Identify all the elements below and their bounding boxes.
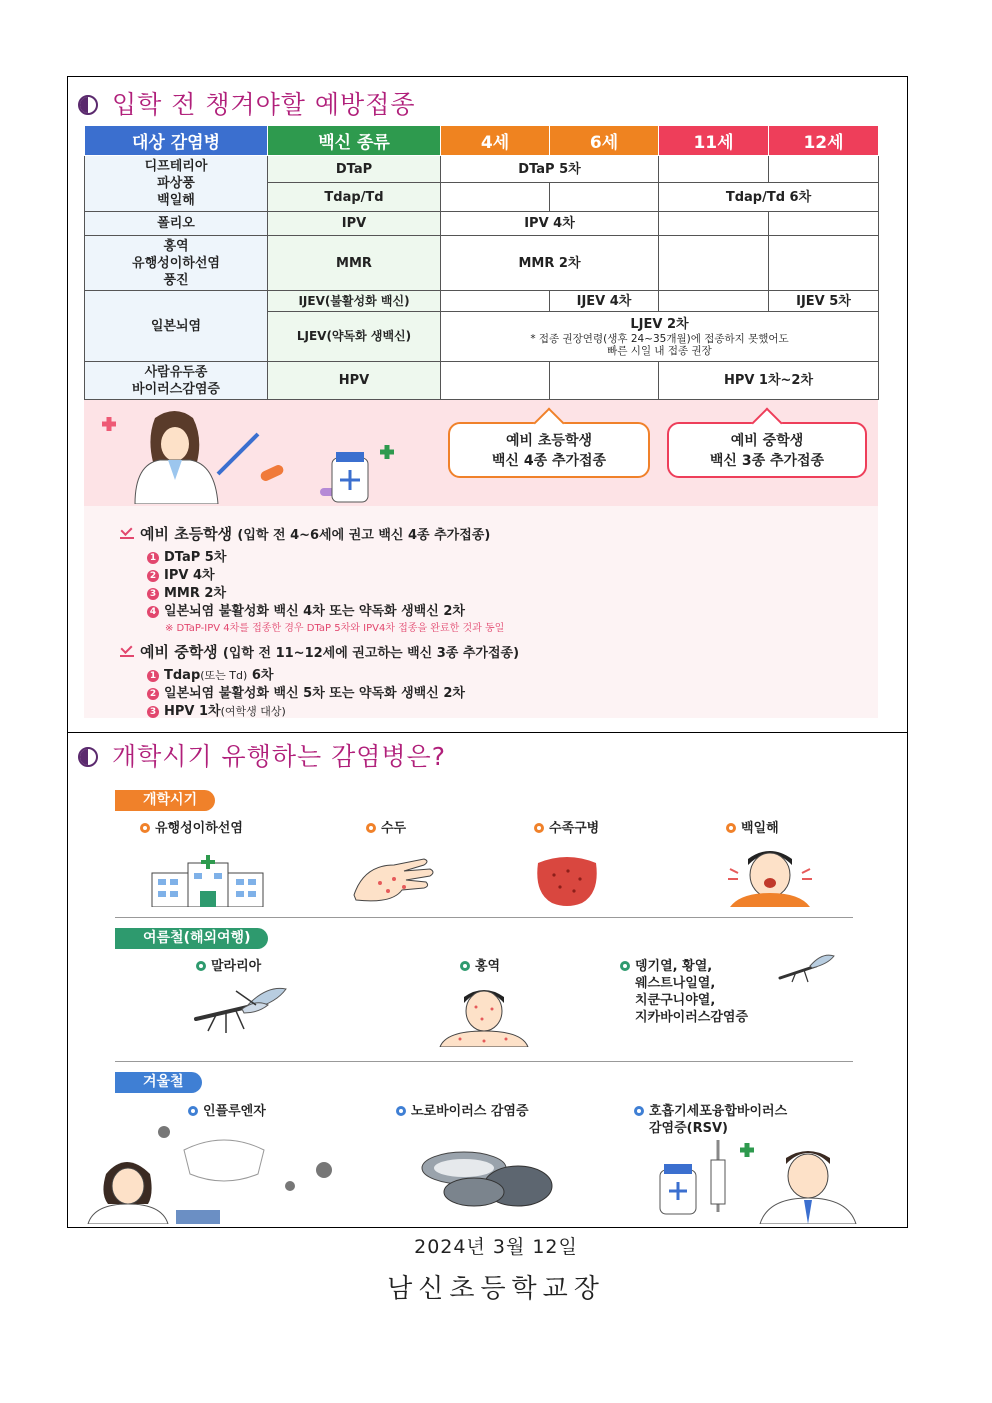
disease-label: 노로바이러스 감염증 — [411, 1104, 529, 1119]
oyster-icon — [418, 1146, 554, 1208]
disease-label: 인플루엔자 — [203, 1104, 266, 1119]
vaccine-ijev: IJEV(불활성화 백신) — [268, 291, 441, 312]
mid-item-3 — [147, 700, 286, 719]
header-age-11: 11세 — [659, 126, 769, 156]
elementary-bubble — [448, 422, 650, 478]
disease-label: 백일해 — [741, 821, 779, 836]
doctor-illustration — [100, 408, 400, 504]
item-text: IPV 4차 — [164, 568, 215, 583]
bullet-icon — [634, 1106, 644, 1116]
tag-summer: 여름철(해외여행) — [115, 928, 268, 949]
heading-bold: 백신 3종 추가접종 — [407, 646, 514, 661]
number-icon: 1 — [147, 670, 159, 682]
empty-cell — [769, 212, 879, 236]
dose-ijev-5: IJEV 5차 — [769, 291, 879, 312]
disease-measles — [460, 958, 500, 975]
header-age-6: 6세 — [550, 126, 659, 156]
vaccine-schedule-table — [84, 125, 879, 400]
divider — [115, 917, 853, 918]
number-icon: 3 — [147, 588, 159, 600]
disease-influenza — [188, 1103, 266, 1120]
item-text: 일본뇌염 불활성화 백신 4차 또는 약독화 생백신 2차 — [164, 604, 465, 619]
chickenpox-hand-icon — [350, 855, 435, 907]
mid-item-1 — [147, 664, 273, 683]
tag-school-start: 개학시기 — [115, 790, 215, 811]
middle-bubble-text: 예비 중학생 백신 3종 추가접종 — [709, 433, 825, 469]
influenza-illustration — [84, 1120, 354, 1224]
vaccine-hpv: HPV — [268, 362, 441, 400]
section-title-text: 입학 전 챙겨야할 예방접종 — [112, 90, 416, 119]
dose-ijev-4: IJEV 4차 — [550, 291, 659, 312]
middle-school-bubble — [667, 422, 867, 478]
dose-tdap: Tdap/Td 6차 — [659, 183, 879, 212]
header-disease: 대상 감염병 — [85, 126, 268, 156]
ljev-dose-label: LJEV 2차 — [630, 317, 689, 332]
heading-paren: (입학 전 11~12세에 권고하는 — [222, 646, 408, 661]
ljev-note: * 접종 권장연령(생후 24~35개월)에 접종하지 못했어도 빠른 시일 내 접종 권장 — [530, 333, 789, 357]
header-age-4: 4세 — [441, 126, 550, 156]
disease-chickenpox — [366, 820, 406, 837]
heading-main: 예비 중학생 — [140, 643, 218, 661]
vaccine-ljev: LJEV(약독화 생백신) — [268, 312, 441, 362]
header-age-12: 12세 — [769, 126, 879, 156]
disease-polio: 폴리오 — [85, 212, 268, 236]
vaccine-mmr: MMR — [268, 236, 441, 291]
vaccine-tdap: Tdap/Td — [268, 183, 441, 212]
principal-signature: 남신초등학교장 — [387, 1274, 605, 1304]
header-vaccine: 백신 종류 — [268, 126, 441, 156]
dose-ljev — [441, 312, 879, 362]
item-tail: 6차 — [247, 668, 274, 683]
heading-main: 예비 초등학생 — [140, 525, 233, 543]
mosquito-icon — [186, 985, 296, 1035]
empty-cell — [441, 183, 550, 212]
disease-dtp: 디프테리아 파상풍 백일해 — [85, 156, 268, 212]
item-text: DTaP 5차 — [164, 550, 227, 565]
small-mosquito-icon — [776, 950, 838, 984]
bullet-icon — [140, 823, 150, 833]
disease-dengue-group — [620, 958, 748, 1026]
dose-mmr: MMR 2차 — [441, 236, 659, 291]
heading-bold: 백신 4종 추가접종 — [378, 528, 485, 543]
item-text: MMR 2차 — [164, 586, 227, 601]
disease-mmr: 홍역 유행성이하선염 풍진 — [85, 236, 268, 291]
bullet-icon — [726, 823, 736, 833]
disease-label: 말라리아 — [211, 959, 262, 974]
bullet-icon — [620, 961, 630, 971]
elem-item-2 — [147, 564, 215, 583]
dtap-ipv-note: ※ DTaP-IPV 4차를 접종한 경우 DTaP 5차와 IPV4차 접종을 완료한 것과 동일 — [165, 623, 505, 634]
empty-cell — [769, 236, 879, 291]
disease-label: 유행성이하선염 — [155, 821, 243, 836]
disease-malaria — [196, 958, 261, 975]
item-small: (또는 Td) — [200, 669, 248, 682]
heading-paren-close: ) — [513, 646, 520, 661]
half-circle-icon — [78, 95, 98, 115]
elem-item-1 — [147, 546, 226, 565]
elementary-bubble-text: 예비 초등학생 백신 4종 추가접종 — [491, 433, 607, 469]
date-line: 2024년 3월 12일 — [414, 1236, 578, 1258]
middle-heading — [120, 641, 519, 662]
disease-norovirus — [396, 1103, 529, 1120]
empty-cell — [550, 362, 659, 400]
disease-rsv — [634, 1103, 787, 1137]
cough-person-icon — [720, 845, 820, 907]
empty-cell — [550, 183, 659, 212]
disease-mumps — [140, 820, 243, 837]
dose-ipv: IPV 4차 — [441, 212, 659, 236]
elem-item-3 — [147, 582, 226, 601]
disease-label: 수두 — [381, 821, 407, 836]
number-icon: 3 — [147, 706, 159, 718]
empty-cell — [659, 212, 769, 236]
disease-label: 홍역 — [475, 959, 501, 974]
divider — [115, 1061, 853, 1062]
bullet-icon — [196, 961, 206, 971]
bullet-icon — [366, 823, 376, 833]
vaccine-ipv: IPV — [268, 212, 441, 236]
mid-item-2 — [147, 682, 465, 701]
empty-cell — [441, 362, 550, 400]
check-icon — [120, 643, 134, 657]
heading-paren-close: ) — [484, 528, 491, 543]
dose-hpv: HPV 1차~2차 — [659, 362, 879, 400]
section-title — [78, 85, 416, 121]
item-text: Tdap — [164, 668, 201, 683]
disease-label: 호흡기세포융합바이러스 감염증(RSV) — [649, 1104, 788, 1136]
elementary-heading — [120, 523, 490, 544]
empty-cell — [441, 291, 550, 312]
bullet-icon — [460, 961, 470, 971]
hospital-icon — [150, 855, 265, 907]
bullet-icon — [396, 1106, 406, 1116]
disease-label: 수족구병 — [549, 821, 600, 836]
item-text: HPV 1차 — [164, 704, 221, 719]
bullet-icon — [188, 1106, 198, 1116]
vaccine-doctor-illustration — [656, 1140, 878, 1224]
number-icon: 2 — [147, 570, 159, 582]
section-title — [78, 737, 446, 773]
item-small: (여학생 대상) — [220, 705, 286, 718]
item-text: 일본뇌염 불활성화 백신 5차 또는 약독화 생백신 2차 — [164, 686, 465, 701]
measles-person-icon — [436, 985, 531, 1047]
dose-dtap: DTaP 5차 — [441, 156, 659, 183]
section-title-text: 개학시기 유행하는 감염병은? — [112, 742, 446, 771]
number-icon: 1 — [147, 552, 159, 564]
half-circle-icon — [78, 747, 98, 767]
tag-winter: 겨울철 — [115, 1072, 202, 1093]
disease-pertussis — [726, 820, 779, 837]
bullet-icon — [534, 823, 544, 833]
disease-hfmd — [534, 820, 599, 837]
disease-label: 뎅기열, 황열, 웨스트나일열, 치쿤구니야열, 지카바이러스감염증 — [635, 959, 749, 1025]
heading-paren: (입학 전 4~6세에 권고 — [237, 528, 379, 543]
number-icon: 2 — [147, 688, 159, 700]
empty-cell — [769, 156, 879, 183]
empty-cell — [659, 291, 769, 312]
elem-item-4 — [147, 600, 465, 619]
number-icon: 4 — [147, 606, 159, 618]
empty-cell — [659, 156, 769, 183]
disease-hpv: 사람유두종 바이러스감염증 — [85, 362, 268, 400]
disease-je: 일본뇌염 — [85, 291, 268, 362]
tongue-icon — [534, 855, 600, 907]
empty-cell — [659, 236, 769, 291]
check-icon — [120, 525, 134, 539]
vaccine-dtap: DTaP — [268, 156, 441, 183]
